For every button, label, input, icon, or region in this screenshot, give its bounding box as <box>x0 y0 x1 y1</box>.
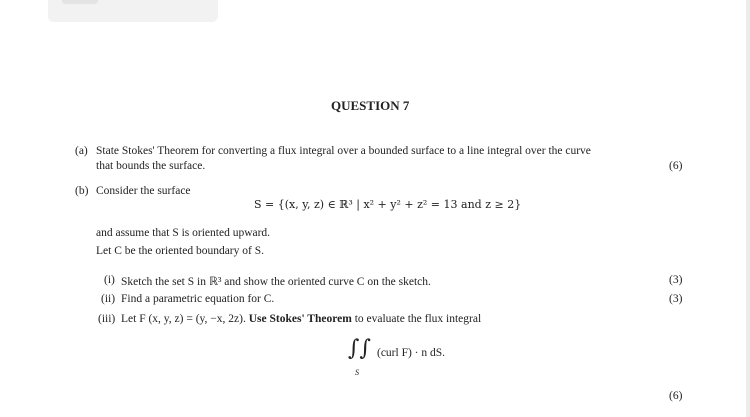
item-ii-marks: (3) <box>669 293 683 305</box>
boundary-statement: Let C be the oriented boundary of S. <box>96 245 264 257</box>
top-shadow <box>48 0 218 22</box>
item-iii-text <box>121 313 481 325</box>
item-i-text: Sketch the set S in ℝ³ and show the oriented curve C on the sketch. <box>121 276 431 288</box>
orientation-statement: and assume that S is oriented upward. <box>96 227 271 239</box>
item-iii-marks: (6) <box>669 390 683 402</box>
item-iii-label: (iii) <box>98 313 116 325</box>
item-iii-text-pre: Let F (x, y, z) = (y, −x, 2z). <box>121 313 246 325</box>
flux-integral: (curl F) · n dS. <box>377 347 446 359</box>
double-integral-symbol: ∫∫ <box>348 336 371 361</box>
integral-subscript: S <box>355 368 359 377</box>
surface-definition: S = {(x, y, z) ∈ ℝ³ | x² + y² + z² = 13 and z ≥ 2} <box>254 198 522 211</box>
item-i-marks: (3) <box>669 274 683 286</box>
item-iii-text-post: to evaluate the flux integral <box>354 313 482 325</box>
question-title: QUESTION 7 <box>331 98 410 113</box>
item-ii-text: Find a parametric equation for C. <box>121 293 275 305</box>
item-iii-text-bold: Use Stokes' Theorem <box>248 313 352 325</box>
part-b-intro: Consider the surface <box>96 185 191 197</box>
item-ii-label: (ii) <box>101 293 116 305</box>
page-edge <box>746 0 750 417</box>
part-a-marks: (6) <box>669 160 683 172</box>
item-i-label: (i) <box>104 274 115 286</box>
part-a-label: (a) <box>75 145 88 157</box>
part-b-label: (b) <box>75 185 89 197</box>
part-a-line1: State Stokes' Theorem for converting a flux integral over a bounded surface to a line integral over the curve <box>96 145 591 157</box>
part-a-line2: that bounds the surface. <box>96 160 206 172</box>
